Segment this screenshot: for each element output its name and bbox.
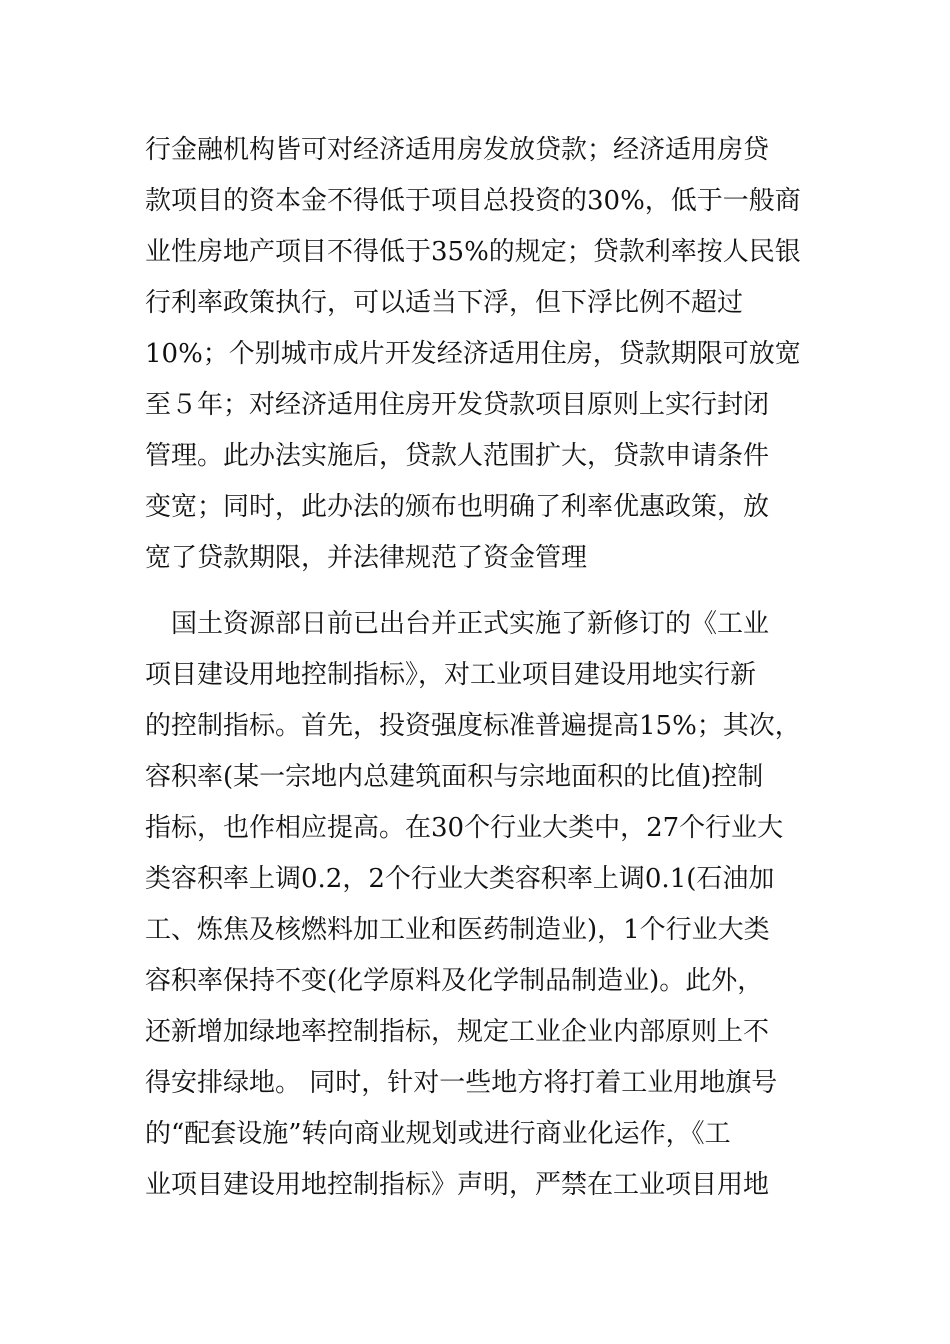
text-line: 工、炼焦及核燃料加工业和医药制造业)，1个行业大类 bbox=[145, 915, 770, 945]
text-line: 国土资源部日前已出台并正式实施了新修订的《工业 bbox=[145, 609, 770, 639]
text-line: 行金融机构皆可对经济适用房发放贷款；经济适用房贷 bbox=[145, 135, 770, 165]
text-line: 行利率政策执行，可以适当下浮，但下浮比例不超过 bbox=[145, 288, 744, 318]
text-line: 变宽；同时，此办法的颁布也明确了利率优惠政策，放 bbox=[145, 492, 770, 522]
text-line: 指标，也作相应提高。在30个行业大类中，27个行业大 bbox=[145, 813, 784, 843]
text-line: 宽了贷款期限，并法律规范了资金管理 bbox=[145, 543, 588, 573]
text-line: 的“配套设施”转向商业规划或进行商业化运作，《工 bbox=[145, 1119, 731, 1149]
text-line: 得安排绿地。 同时，针对一些地方将打着工业用地旗号 bbox=[145, 1068, 778, 1098]
text-line: 10%；个别城市成片开发经济适用住房，贷款期限可放宽 bbox=[145, 339, 801, 369]
text-line: 的控制指标。首先，投资强度标准普遍提高15%；其次， bbox=[145, 711, 801, 741]
text-line: 容积率(某一宗地内总建筑面积与宗地面积的比值)控制 bbox=[145, 762, 764, 792]
paragraph-1 bbox=[145, 125, 825, 584]
text-line: 至５年；对经济适用住房开发贷款项目原则上实行封闭 bbox=[145, 390, 770, 420]
paragraph-2 bbox=[145, 599, 825, 1211]
text-line: 项目建设用地控制指标》，对工业项目建设用地实行新 bbox=[145, 660, 757, 690]
text-line: 款项目的资本金不得低于项目总投资的30%，低于一般商 bbox=[145, 186, 801, 216]
text-line: 业性房地产项目不得低于35%的规定；贷款利率按人民银 bbox=[145, 237, 801, 267]
text-line: 类容积率上调0.2，2个行业大类容积率上调0.1(石油加 bbox=[145, 864, 775, 894]
text-line: 容积率保持不变(化学原料及化学制品制造业)。此外， bbox=[145, 966, 764, 996]
text-line: 还新增加绿地率控制指标，规定工业企业内部原则上不 bbox=[145, 1017, 770, 1047]
text-line: 业项目建设用地控制指标》声明，严禁在工业项目用地 bbox=[145, 1170, 770, 1200]
text-line: 管理。此办法实施后，贷款人范围扩大，贷款申请条件 bbox=[145, 441, 770, 471]
